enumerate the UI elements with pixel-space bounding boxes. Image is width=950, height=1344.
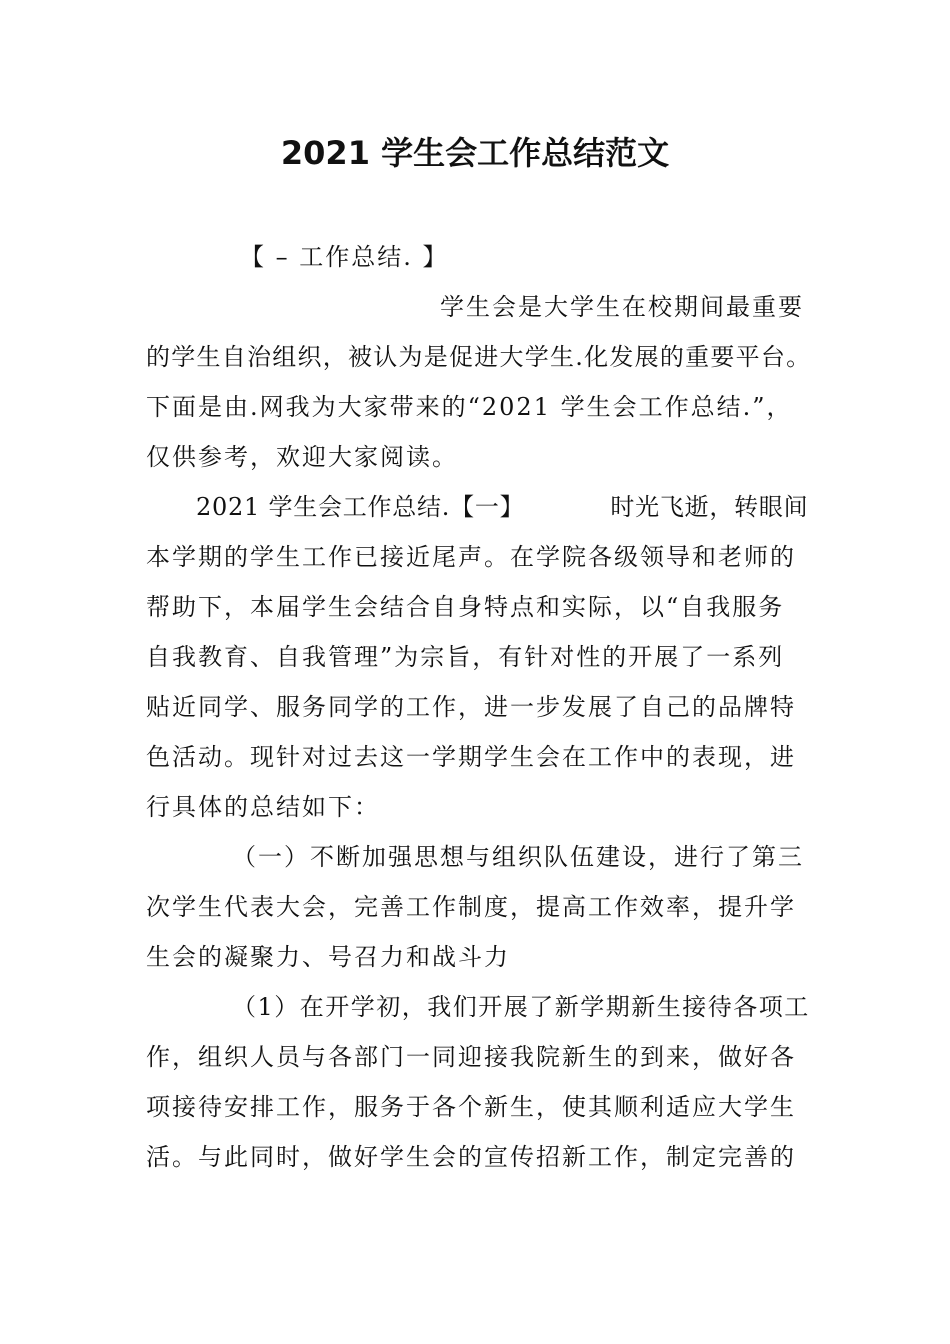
section-line: 行具体的总结如下： bbox=[146, 793, 380, 821]
document-title: 2021 学生会工作总结范文 bbox=[280, 134, 670, 172]
intro-line: 仅供参考，欢迎大家阅读。 bbox=[146, 443, 458, 471]
item-line: 活。与此同时，做好学生会的宣传招新工作，制定完善的 bbox=[146, 1143, 796, 1171]
point-line: 次学生代表大会，完善工作制度，提高工作效率，提升学 bbox=[146, 893, 796, 921]
section-heading: 2021 学生会工作总结.【一】 bbox=[196, 493, 525, 521]
section-line: 自我教育、自我管理”为宗旨，有针对性的开展了一系列 bbox=[146, 643, 785, 671]
section-line: 贴近同学、服务同学的工作，进一步发展了自己的品牌特 bbox=[146, 693, 796, 721]
intro-first-line: 学生会是大学生在校期间最重要 bbox=[440, 293, 804, 321]
section-line: 色活动。现针对过去这一学期学生会在工作中的表现，进 bbox=[146, 743, 796, 771]
point-first-line: （一）不断加强思想与组织队伍建设，进行了第三 bbox=[232, 843, 804, 871]
section-line: 本学期的学生工作已接近尾声。在学院各级领导和老师的 bbox=[146, 543, 796, 571]
section-line: 帮助下，本届学生会结合自身特点和实际，以“自我服务 bbox=[146, 593, 785, 621]
section-heading-line bbox=[196, 492, 808, 522]
point-line: 生会的凝聚力、号召力和战斗力 bbox=[146, 943, 510, 971]
item-line: 作，组织人员与各部门一同迎接我院新生的到来，做好各 bbox=[146, 1043, 796, 1071]
intro-line: 的学生自治组织，被认为是促进大学生.化发展的重要平台。 bbox=[146, 343, 812, 371]
item-first-line: （1）在开学初，我们开展了新学期新生接待各项工 bbox=[232, 993, 810, 1021]
item-line: 项接待安排工作，服务于各个新生，使其顺利适应大学生 bbox=[146, 1093, 796, 1121]
intro-line: 下面是由.网我为大家带来的“2021 学生会工作总结.”， bbox=[146, 393, 793, 421]
category-tag: 【 – 工作总结. 】 bbox=[240, 243, 449, 271]
section-first-text: 时光飞逝，转眼间 bbox=[610, 493, 809, 521]
